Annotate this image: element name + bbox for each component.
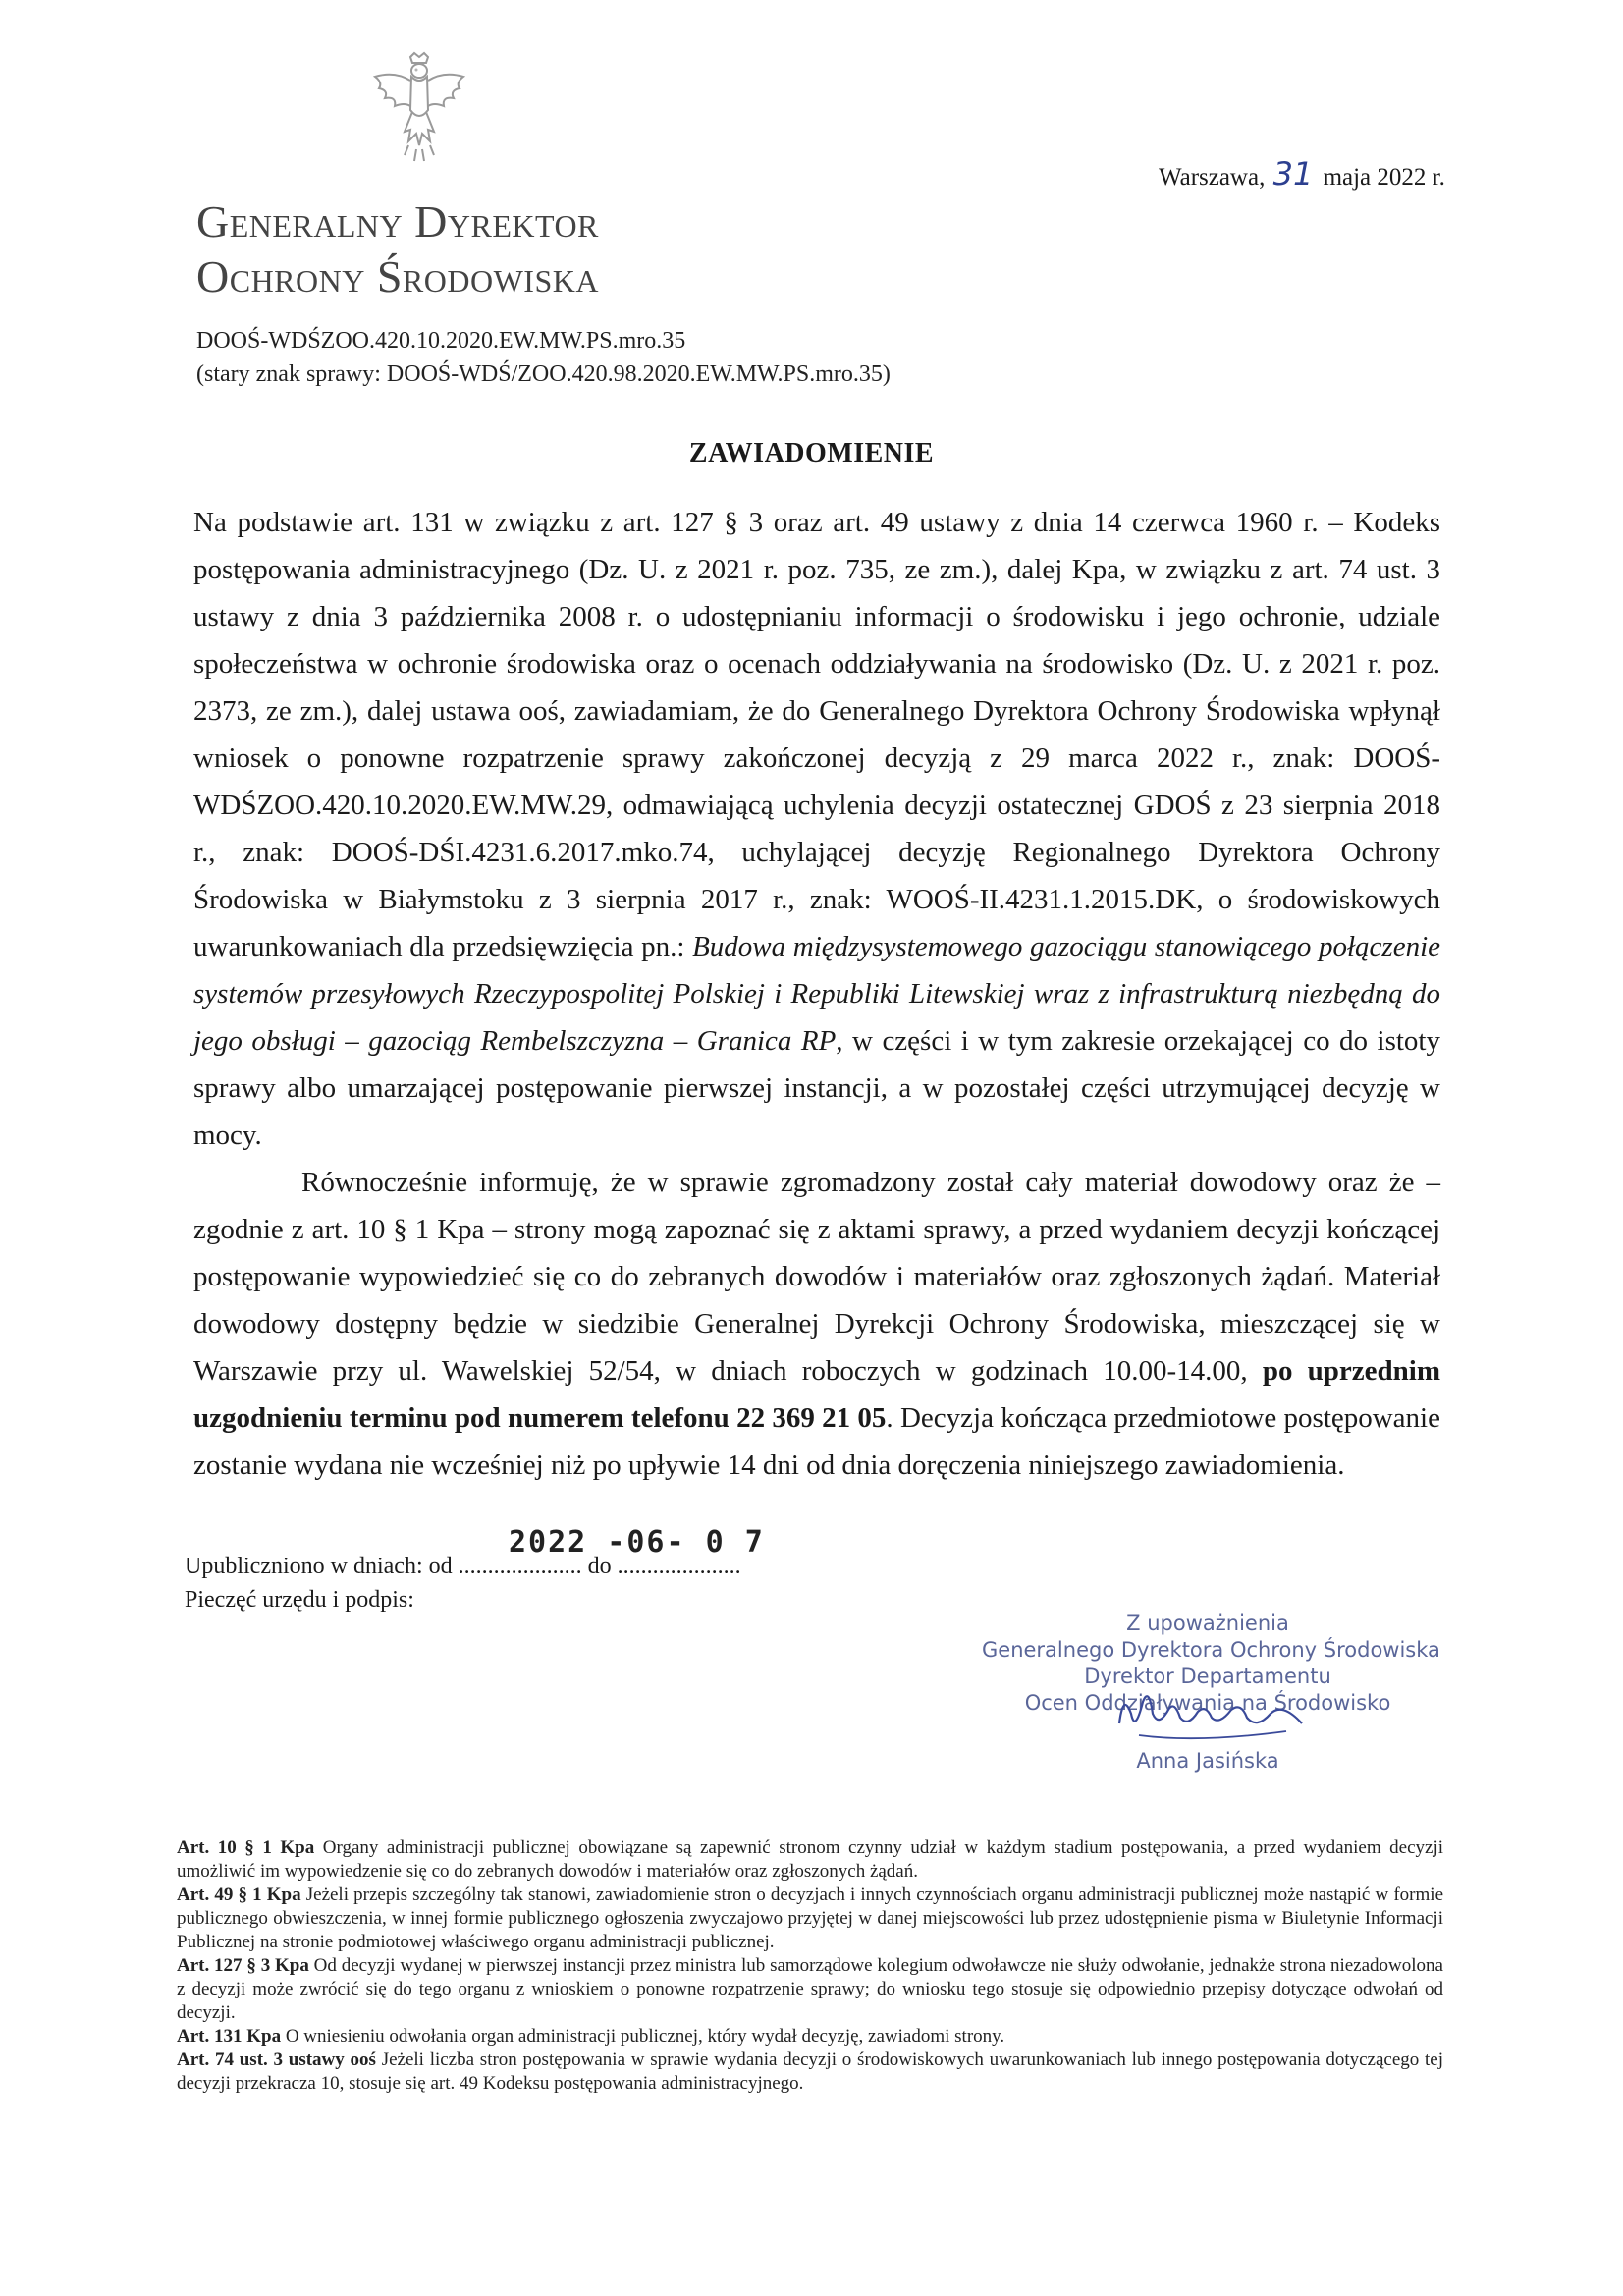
body-paragraph-2 [193,1159,1440,1489]
publication-dates [185,1525,765,1583]
publication-dates-label: Upubliczniono w dniach: od ..................... do ..................... [185,1554,741,1579]
project-name: Budowa międzysystemowego gazociągu stanowiącego połączenie systemów przesyłowych Rzeczypospolitej Polskiej i Republiki Litewskiej wraz z infrastrukturą niezbędną do jego obsługi – gazociąg Rembelszczyzna – Granica RP [193,931,1440,1057]
institution-line-2: Ochrony Środowiska [196,251,599,301]
footnote-art-131 [177,2025,1443,2049]
footnote-label: Art. 127 § 3 Kpa [177,1955,309,1976]
date-month-year: maja 2022 r. [1323,164,1445,191]
stamp-line-2: Generalnego Dyrektora Ochrony Środowiska [982,1638,1440,1662]
footnote-art-127 [177,1954,1443,2025]
footnote-text: Jeżeli liczba stron postępowania w sprawie wydania decyzji o środowiskowych uwarunkowaniach lub innego postępowania dotyczącego tej decyzji przekracza 10, stosuje się art. 49 Kodeksu postępowania administracyjnego. [177,2050,1443,2094]
seal-and-signature-label: Pieczęć urzędu i podpis: [185,1587,414,1613]
stamp-line-4: Ocen Oddziaływania na Środowisko [1024,1691,1391,1715]
old-case-reference: (stary znak sprawy: DOOŚ-WDŚ/ZOO.420.98.2020.EW.MW.PS.mro.35) [196,361,891,387]
date-day-handwritten: 31 [1272,155,1314,192]
paragraph-1-tail: , w części i w tym zakresie orzekającej co do istoty sprawy albo umarzającej postępowanie pierwszej instancji, a w pozostałej części utrzymującej decyzję w mocy. [193,1025,1440,1151]
footnote-text: Organy administracji publicznej obowiązane są zapewnić stronom czynny udział w każdym stadium postępowania, a przed wydaniem decyzji umożliwić im wypowiedzenie się co do zebranych dowodów i materiałów oraz zgłoszonych żądań. [177,1837,1443,1882]
handwritten-signature-icon [1109,1684,1316,1745]
footnote-text: Jeżeli przepis szczególny tak stanowi, zawiadomienie stron o decyzjach i innych czynnościach organu administracji publicznej może nastąpić w formie publicznego obwieszczenia, w innej formie publicznego ogłoszenia zwyczajowo przyjętej w danej miejscowości lub przez udostępnienie pisma w Biuletynie Informacji Publicznej na stronie podmiotowej właściwego organu administracji publicznej. [177,1885,1444,1952]
paragraph-2-text: Równocześnie informuję, że w sprawie zgromadzony został cały materiał dowodowy oraz że – zgodnie z art. 10 § 1 Kpa – strony mogą zapoznać się z aktami sprawy, a przed wydaniem decyzji kończącej postępowanie wypowiedzieć się co do zebranych dowodów i materiałów oraz zgłoszonych żądań. Materiał dowodowy dostępny będzie w siedzibie Generalnej Dyrekcji Ochrony Środowiska, mieszczącej się w Warszawie przy ul. Wawelskiej 52/54, w dniach roboczych w godzinach 10.00-14.00, [193,1167,1440,1387]
document-date [1159,155,1445,192]
footnote-art-74 [177,2049,1443,2096]
paragraph-1-text: Na podstawie art. 131 w związku z art. 127 § 3 oraz art. 49 ustawy z dnia 14 czerwca 1960 r. – Kodeks postępowania administracyjnego (Dz. U. z 2021 r. poz. 735, ze zm.), dalej Kpa, w związku z art. 74 ust. 3 ustawy z dnia 3 października 2008 r. o udostępnianiu informacji o środowisku i jego ochronie, udziale społeczeństwa w ochronie środowiska oraz o ocenach oddziaływania na środowisko (Dz. U. z 2021 r. poz. 2373, ze zm.), dalej ustawa ooś, zawiadamiam, że do Generalnego Dyrektora Ochrony Środowiska wpłynął wniosek o ponowne rozpatrzenie sprawy zakończonej decyzją z 29 marca 2022 r., znak: DOOŚ-WDŚZOO.420.10.2020.EW.MW.29, odmawiającą uchylenia decyzji ostatecznej GDOŚ z 23 sierpnia 2018 r., znak: DOOŚ-DŚI.4231.6.2017.mko.74, uchylającej decyzję Regionalnego Dyrektora Ochrony Środowiska w Białymstoku z 3 sierpnia 2017 r., znak: WOOŚ-II.4231.1.2015.DK, o środowiskowych uwarunkowaniach dla przedsięwzięcia pn.: [193,507,1440,962]
footnote-label: Art. 131 Kpa [177,2026,282,2047]
footnote-label: Art. 74 ust. 3 ustawy ooś [177,2050,376,2070]
body-paragraph-1 [193,499,1440,1159]
stamp-line-1: Z upoważnienia [1126,1612,1289,1635]
date-city: Warszawa, [1159,164,1266,191]
case-references [196,324,891,391]
document-title: ZAWIADOMIENIE [688,438,935,468]
footnote-art-49 [177,1884,1443,1954]
case-reference: DOOŚ-WDŚZOO.420.10.2020.EW.MW.PS.mro.35 [196,328,686,354]
document-body [193,499,1440,1489]
polish-eagle-emblem-icon [365,51,473,167]
footnote-label: Art. 10 § 1 Kpa [177,1837,315,1858]
publication-date-stamp: 2022 -06- 0 7 [509,1525,765,1559]
legal-footnotes [177,1836,1443,2096]
signatory-name: Anna Jasińska [1136,1749,1279,1773]
footnote-text: Od decyzji wydanej w pierwszej instancji przez ministra lub samorządowe kolegium odwoławcze nie służy odwołanie, jednakże strona niezadowolona z decyzji może zwrócić się do tego organu z wnioskiem o ponowne rozpatrzenie sprawy; do wniosku tego stosuje się odpowiednio przepisy dotyczące odwołań od decyzji. [177,1955,1443,2023]
paragraph-2-tail: . Decyzja kończąca przedmiotowe postępowanie zostanie wydana nie wcześniej niż po upływie 14 dni od dnia doręczenia niniejszego zawiadomienia. [193,1402,1440,1481]
phone-appointment-note: po uprzednim uzgodnieniu terminu pod numerem telefonu 22 369 21 05 [193,1355,1440,1434]
footnote-label: Art. 49 § 1 Kpa [177,1885,301,1905]
institution-line-1: Generalny Dyrektor [196,196,599,246]
footnote-text: O wniesieniu odwołania organ administracji publicznej, który wydał decyzję, zawiadomi strony. [281,2026,1005,2047]
institution-name [196,194,599,304]
footnote-art-10 [177,1836,1443,1884]
stamp-line-3: Dyrektor Departamentu [1084,1665,1331,1688]
publication-info [185,1525,765,1616]
